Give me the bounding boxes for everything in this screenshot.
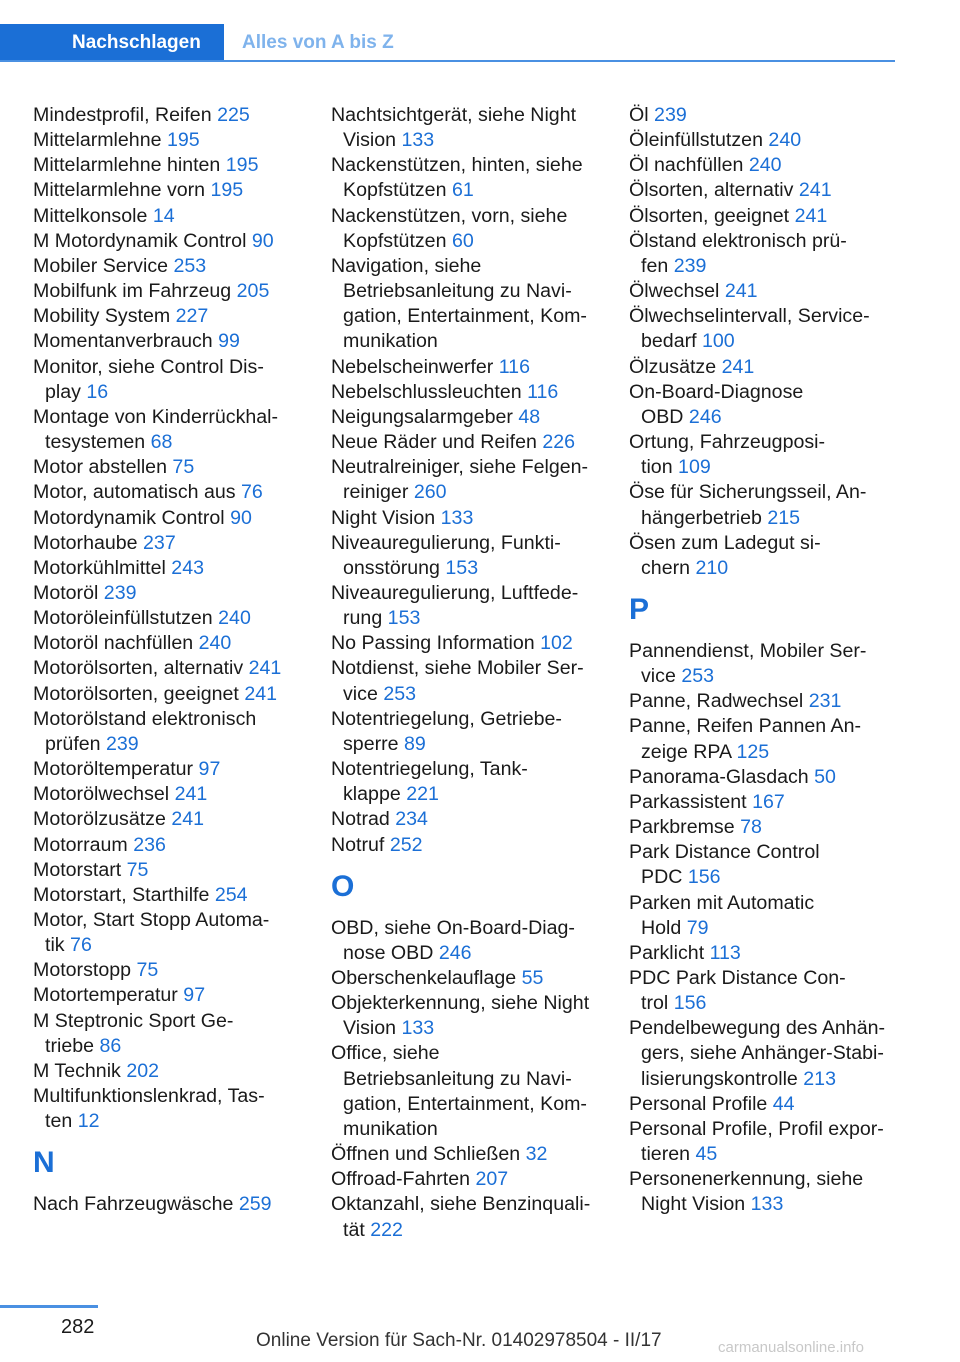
index-entry: [629, 430, 897, 480]
index-entry: [33, 1009, 295, 1059]
index-entry: [33, 531, 295, 556]
index-entry: [33, 556, 295, 581]
page-reference-link[interactable]: 241: [794, 204, 828, 227]
index-entry: [33, 254, 295, 279]
index-column-3: [629, 103, 897, 1218]
page-reference-link[interactable]: 153: [445, 556, 479, 579]
page-reference-link[interactable]: 239: [103, 581, 137, 604]
index-entry-text: Pannendienst, Mobiler Ser- vice: [629, 639, 867, 688]
page-reference-link[interactable]: 234: [395, 808, 428, 831]
index-entry-text: Park Distance Control PDC: [629, 841, 820, 889]
page-reference-link[interactable]: 76: [241, 481, 263, 504]
index-entry: [629, 765, 897, 790]
page-reference-link[interactable]: 253: [173, 254, 207, 277]
index-entry: [33, 455, 295, 480]
page-reference-link[interactable]: 153: [387, 607, 421, 630]
page-reference-link[interactable]: 14: [152, 204, 175, 227]
index-entry-text: Motorkühlmittel: [33, 556, 166, 579]
index-entry: [331, 430, 599, 455]
index-entry-text: Mobilfunk im Fahrzeug: [33, 280, 232, 303]
index-column-2: [331, 103, 599, 1243]
index-entry: [629, 279, 897, 304]
index-entry: [33, 606, 295, 631]
index-entry-text: Offroad-Fahrten: [331, 1168, 471, 1191]
index-entry: [629, 790, 897, 815]
index-entry-text: Motorstart, Starthilfe: [33, 883, 210, 906]
index-entry: [33, 178, 295, 203]
index-entry-text: Mobiler Service: [33, 254, 169, 277]
index-entry-text: Mittelkonsole: [33, 204, 148, 227]
page-reference-link[interactable]: 12: [77, 1110, 100, 1133]
index-entry-text: Personal Profile, Profil expor- tieren: [629, 1117, 884, 1166]
page-reference-link[interactable]: 239: [654, 104, 687, 126]
index-entry: [629, 229, 897, 279]
index-entry: [629, 1117, 897, 1167]
index-entry-text: Öffnen und Schließen: [331, 1143, 521, 1166]
page-reference-link[interactable]: 221: [406, 783, 439, 806]
index-entry-text: Mobility System: [33, 305, 171, 328]
index-entry-text: Neutralreiniger, siehe Felgen- reiniger: [331, 456, 589, 504]
index-entry: [331, 103, 599, 153]
index-entry: [629, 815, 897, 840]
index-entry: [33, 983, 295, 1008]
page-reference-link[interactable]: 205: [236, 280, 270, 303]
tab-nachschlagen[interactable]: Nachschlagen: [0, 24, 224, 62]
index-entry-text: Personal Profile: [629, 1092, 768, 1115]
index-entry: [331, 631, 599, 656]
index-entry: [629, 480, 897, 530]
index-entry: [629, 128, 897, 153]
index-entry: [331, 380, 599, 405]
index-entry-text: Notdienst, siehe Mobiler Ser- vice: [331, 657, 584, 705]
footer-note: Online Version für Sach-Nr. 01402978504 - II/17: [256, 1330, 662, 1351]
page-reference-link[interactable]: 259: [238, 1193, 272, 1216]
index-entry: [331, 1142, 599, 1167]
page-reference-link[interactable]: 241: [248, 657, 282, 680]
page-reference-link[interactable]: 260: [413, 481, 447, 504]
page-reference-link[interactable]: 241: [721, 355, 755, 378]
page-reference-link[interactable]: 239: [673, 254, 707, 277]
index-entry-text: Ölzusätze: [629, 355, 717, 378]
index-entry-text: Notruf: [331, 833, 385, 856]
index-entry: [331, 656, 599, 706]
index-entry: [629, 1092, 897, 1117]
index-entry: [629, 304, 897, 354]
page-reference-link[interactable]: 100: [702, 330, 735, 353]
index-entry: [33, 833, 295, 858]
index-entry-text: Mittelarmlehne hinten: [33, 154, 221, 177]
page-reference-link[interactable]: 243: [171, 556, 204, 579]
index-entry: [331, 757, 599, 807]
index-entry-text: Panne, Reifen Pannen An- zeige RPA: [629, 715, 862, 763]
index-entry-text: Parkassistent: [629, 790, 747, 813]
index-entry-text: Notrad: [331, 808, 390, 831]
index-entry-text: Motorstart: [33, 858, 122, 881]
page-reference-link[interactable]: 75: [172, 456, 195, 479]
page-reference-link[interactable]: 44: [772, 1092, 795, 1115]
header-divider: [0, 60, 895, 62]
page-reference-link[interactable]: 55: [521, 967, 544, 989]
page-reference-link[interactable]: 156: [687, 866, 721, 889]
page-reference-link[interactable]: 90: [230, 506, 252, 529]
page-reference-link[interactable]: 133: [750, 1193, 784, 1216]
index-entry-text: Panorama-Glasdach: [629, 765, 809, 788]
index-entry: [629, 153, 897, 178]
page-reference-link[interactable]: 125: [736, 740, 770, 763]
page-reference-link[interactable]: 207: [475, 1168, 509, 1191]
index-entry: [33, 304, 295, 329]
page-reference-link[interactable]: 60: [451, 229, 474, 252]
page-reference-link[interactable]: 240: [198, 632, 232, 655]
index-entry-text: Neigungsalarmgeber: [331, 405, 513, 428]
page-reference-link[interactable]: 109: [678, 456, 711, 479]
index-entry-text: Ölsorten, geeignet: [629, 204, 790, 227]
index-entry: [331, 204, 599, 254]
page-reference-link[interactable]: 113: [709, 941, 741, 964]
page-reference-link[interactable]: 102: [540, 632, 573, 655]
index-entry-text: Motorölstand elektronisch prüfen: [33, 707, 257, 755]
index-column-1: [33, 103, 295, 1218]
page-reference-link[interactable]: 167: [752, 790, 785, 813]
index-entry-text: Objekterkennung, siehe Night Vision: [331, 992, 590, 1040]
index-entry-text: Motoröltemperatur: [33, 758, 194, 781]
index-entry-text: Motorraum: [33, 833, 128, 856]
index-entry-text: Nackenstützen, hinten, siehe Kopfstützen: [331, 154, 583, 202]
page-reference-link[interactable]: 99: [218, 330, 240, 353]
page-reference-link[interactable]: 241: [244, 682, 278, 705]
index-entry: [629, 103, 897, 128]
index-entry-text: Night Vision: [331, 506, 436, 529]
page-reference-link[interactable]: 240: [748, 154, 782, 177]
index-entry-text: Pendelbewegung des Anhän- gers, siehe Anhänger-Stabi- lisierungskontrolle: [629, 1017, 886, 1090]
index-entry: [33, 279, 295, 304]
page-reference-link[interactable]: 241: [174, 783, 208, 806]
index-entry-text: M Motordynamik Control: [33, 229, 247, 252]
index-entry: [331, 531, 599, 581]
page-reference-link[interactable]: 241: [798, 179, 832, 202]
page-reference-link[interactable]: 241: [171, 808, 205, 831]
index-entry: [33, 329, 295, 354]
index-entry: [331, 966, 599, 991]
index-entry: [629, 380, 897, 430]
page-reference-link[interactable]: 231: [808, 690, 842, 713]
index-entry: [331, 254, 599, 355]
page-reference-link[interactable]: 48: [518, 405, 541, 428]
index-entry: [33, 229, 295, 254]
index-entry: [33, 1084, 295, 1134]
page-number: 282: [61, 1316, 95, 1338]
index-entry-text: M Steptronic Sport Ge- triebe: [33, 1009, 234, 1057]
page-reference-link[interactable]: 133: [440, 506, 474, 529]
index-entry: [33, 355, 295, 405]
index-entry: [331, 991, 599, 1041]
index-entry-text: Panne, Radwechsel: [629, 690, 804, 713]
index-entry-text: Nebelscheinwerfer: [331, 355, 494, 378]
index-entry: [33, 682, 295, 707]
index-entry: [629, 891, 897, 941]
page-reference-link[interactable]: 195: [225, 154, 259, 177]
section-letter: O: [331, 869, 355, 903]
page-reference-link[interactable]: 202: [126, 1059, 160, 1082]
page-reference-link[interactable]: 195: [210, 179, 244, 202]
index-entry: [33, 581, 295, 606]
index-entry: [331, 405, 599, 430]
index-entry-text: Motor, automatisch aus: [33, 481, 236, 504]
index-entry-text: Nackenstützen, vorn, siehe Kopfstützen: [331, 204, 568, 252]
index-entry-text: Mittelarmlehne: [33, 129, 162, 152]
page-reference-link[interactable]: 240: [768, 129, 802, 152]
index-entry-text: Parklicht: [629, 941, 705, 964]
footer-divider: [0, 1305, 98, 1308]
index-entry-text: Ölsorten, alternativ: [629, 179, 794, 202]
index-entry-text: Oberschenkelauflage: [331, 967, 517, 989]
index-entry-text: Ölwechselintervall, Service- bedarf: [629, 305, 870, 353]
index-entry-text: Motortemperatur: [33, 984, 178, 1007]
index-entry: [331, 833, 599, 858]
page-reference-link[interactable]: 133: [401, 129, 435, 152]
index-entry-text: Office, siehe Betriebsanleitung zu Navi- gation, Entertainment, Kom- munikation: [331, 1042, 587, 1140]
page-reference-link[interactable]: 253: [681, 665, 715, 688]
index-entry-text: Motorhaube: [33, 531, 138, 554]
page-reference-link[interactable]: 246: [688, 405, 722, 428]
index-entry-text: Ösen zum Ladegut si- chern: [629, 531, 821, 579]
page-reference-link[interactable]: 116: [527, 380, 559, 403]
index-entry: [33, 883, 295, 908]
page-reference-link[interactable]: 61: [451, 179, 474, 202]
index-entry-text: Personenerkennung, siehe Night Vision: [629, 1168, 864, 1216]
index-entry: [331, 916, 599, 966]
index-entry-text: Motor abstellen: [33, 456, 167, 479]
index-entry: [33, 405, 295, 455]
index-entry-text: Monitor, siehe Control Dis- play: [33, 355, 264, 403]
page-reference-link[interactable]: 236: [133, 833, 166, 856]
index-entry: [629, 714, 897, 764]
index-entry-text: Motorölwechsel: [33, 783, 170, 806]
index-entry: [629, 840, 897, 890]
page-reference-link[interactable]: 215: [767, 506, 801, 529]
page-reference-link[interactable]: 241: [724, 280, 758, 303]
index-entry-text: Notentriegelung, Getriebe- sperre: [331, 707, 562, 755]
page-reference-link[interactable]: 16: [86, 380, 109, 403]
page-reference-link[interactable]: 156: [673, 992, 707, 1015]
index-entry-text: Mittelarmlehne vorn: [33, 179, 206, 202]
page-reference-link[interactable]: 210: [695, 556, 729, 579]
index-entry-text: No Passing Information: [331, 632, 535, 655]
index-entry: [33, 128, 295, 153]
page-reference-link[interactable]: 78: [740, 816, 762, 839]
index-entry-text: Motoröl: [33, 581, 99, 604]
page-reference-link[interactable]: 254: [214, 883, 248, 906]
index-entry-text: PDC Park Distance Con- trol: [629, 967, 846, 1015]
index-entry: [33, 1192, 295, 1217]
page-reference-link[interactable]: 97: [198, 758, 221, 781]
index-entry: [629, 355, 897, 380]
page-reference-link[interactable]: 240: [218, 607, 251, 630]
index-entry-text: Montage von Kinderrückhal- tesystemen: [33, 405, 279, 454]
page-reference-link[interactable]: 68: [150, 431, 173, 454]
index-entry: [331, 1041, 599, 1142]
index-entry: [331, 707, 599, 757]
section-letter: P: [629, 592, 650, 626]
page-reference-link[interactable]: 133: [401, 1017, 435, 1040]
index-entry: [629, 531, 897, 581]
page-reference-link[interactable]: 89: [404, 732, 426, 755]
page-reference-link[interactable]: 75: [136, 959, 159, 982]
page-reference-link[interactable]: 50: [814, 765, 836, 788]
page-reference-link[interactable]: 246: [438, 941, 472, 964]
index-entry-text: Motoröleinfüllstutzen: [33, 607, 213, 630]
page-reference-link[interactable]: 79: [686, 916, 709, 939]
index-entry-text: Mindestprofil, Reifen: [33, 104, 212, 126]
index-entry-text: Parkbremse: [629, 816, 735, 839]
index-entry: [33, 153, 295, 178]
index-entry-text: OBD, siehe On-Board-Diag- nose OBD: [331, 916, 575, 964]
index-entry-text: Momentanverbrauch: [33, 330, 213, 353]
watermark: carmanualsonline.info: [718, 1339, 864, 1356]
index-entry: [331, 807, 599, 832]
index-entry: [331, 1167, 599, 1192]
page-reference-link[interactable]: 76: [70, 934, 92, 957]
index-entry: [331, 581, 599, 631]
index-entry-text: Oktanzahl, siehe Benzinquali- tät: [331, 1193, 591, 1241]
index-entry: [33, 656, 295, 681]
index-entry-text: Niveauregulierung, Funkti- onsstörung: [331, 531, 561, 579]
index-entry-text: Motoröl nachfüllen: [33, 632, 194, 655]
index-entry-text: Motorstopp: [33, 959, 132, 982]
page-reference-link[interactable]: 97: [183, 984, 206, 1007]
index-entry-text: Öl nachfüllen: [629, 154, 744, 177]
index-entry: [331, 355, 599, 380]
page-reference-link[interactable]: 237: [143, 531, 176, 554]
index-entry: [33, 858, 295, 883]
page-reference-link[interactable]: 239: [106, 732, 139, 755]
index-entry: [629, 639, 897, 689]
index-entry: [331, 455, 599, 505]
index-entry-text: Nach Fahrzeugwäsche: [33, 1193, 234, 1216]
index-entry-text: Ortung, Fahrzeugposi- tion: [629, 431, 826, 479]
index-entry: [629, 178, 897, 203]
index-entry: [629, 1167, 897, 1217]
index-entry-text: Motorölsorten, geeignet: [33, 682, 239, 705]
index-entry: [33, 506, 295, 531]
page-reference-link[interactable]: 227: [175, 305, 209, 328]
index-entry: [33, 480, 295, 505]
index-entry-text: Motordynamik Control: [33, 506, 225, 529]
page-reference-link[interactable]: 213: [803, 1067, 836, 1090]
index-entry: [33, 807, 295, 832]
index-entry-text: Öleinfüllstutzen: [629, 129, 763, 152]
index-entry-text: Parken mit Automatic Hold: [629, 891, 815, 939]
index-entry-text: Öl: [629, 104, 649, 126]
index-entry: [629, 941, 897, 966]
page-reference-link[interactable]: 32: [525, 1143, 548, 1166]
page-reference-link[interactable]: 75: [126, 858, 149, 881]
index-entry-text: Niveauregulierung, Luftfede- rung: [331, 581, 579, 630]
index-entry-text: M Technik: [33, 1059, 121, 1082]
index-entry-text: Navigation, siehe Betriebsanleitung zu Navi- gation, Entertainment, Kom- munikation: [331, 254, 587, 353]
page-reference-link[interactable]: 116: [498, 355, 530, 378]
index-entry: [33, 782, 295, 807]
page-reference-link[interactable]: 226: [542, 431, 576, 454]
index-entry-text: Nebelschlussleuchten: [331, 380, 522, 403]
index-entry-text: Notentriegelung, Tank- klappe: [331, 758, 528, 806]
index-entry: [33, 707, 295, 757]
page-reference-link[interactable]: 45: [695, 1143, 718, 1166]
index-entry: [629, 1016, 897, 1091]
index-entry: [33, 757, 295, 782]
page-reference-link[interactable]: 253: [383, 682, 417, 705]
page-reference-link[interactable]: 252: [389, 833, 423, 856]
tab-alles-von-a-bis-z[interactable]: Alles von A bis Z: [242, 32, 394, 53]
index-entry-text: Neue Räder und Reifen: [331, 431, 537, 454]
index-entry: [629, 689, 897, 714]
index-entry: [331, 153, 599, 203]
page-reference-link[interactable]: 86: [99, 1034, 122, 1057]
index-entry: [33, 204, 295, 229]
page-reference-link[interactable]: 222: [370, 1218, 403, 1241]
index-entry: [331, 1192, 599, 1242]
index-entry: [33, 1059, 295, 1084]
index-entry-text: Ölstand elektronisch prü- fen: [629, 229, 847, 277]
index-entry: [33, 103, 295, 128]
index-entry-text: Nachtsichtgerät, siehe Night Vision: [331, 104, 577, 152]
page-reference-link[interactable]: 195: [166, 129, 200, 152]
index-entry-text: On-Board-Diagnose OBD: [629, 380, 804, 428]
index-entry-text: Motorölsorten, alternativ: [33, 657, 244, 680]
index-entry: [629, 204, 897, 229]
index-entry: [33, 958, 295, 983]
page-reference-link[interactable]: 90: [251, 229, 274, 252]
page-reference-link[interactable]: 225: [217, 104, 250, 126]
index-entry-text: Motorölzusätze: [33, 808, 166, 831]
index-entry-text: Multifunktionslenkrad, Tas- ten: [33, 1085, 265, 1133]
index-entry-text: Ölwechsel: [629, 280, 720, 303]
index-entry-text: Motor, Start Stopp Automa- tik: [33, 909, 270, 957]
index-entry: [331, 506, 599, 531]
index-entry: [629, 966, 897, 1016]
index-entry: [33, 908, 295, 958]
index-entry-text: Öse für Sicherungsseil, An- hängerbetrieb: [629, 481, 867, 529]
section-letter: N: [33, 1146, 55, 1180]
index-entry: [33, 631, 295, 656]
